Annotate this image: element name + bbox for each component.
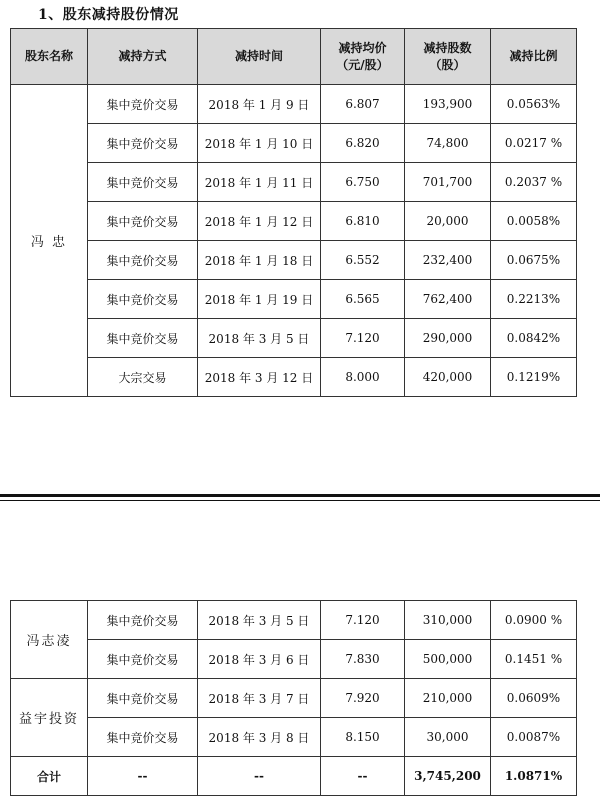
- ratio-cell: 0.0058%: [491, 202, 577, 241]
- price-cell: 6.810: [321, 202, 405, 241]
- reduction-table-page2: [10, 600, 577, 796]
- header-time: 减持时间: [198, 29, 321, 85]
- page-break-rule: [0, 494, 600, 497]
- shares-cell: 30,000: [405, 718, 491, 757]
- time-cell: 2018 年 3 月 5 日: [198, 601, 321, 640]
- table-row: [11, 241, 577, 280]
- shares-cell: 701,700: [405, 163, 491, 202]
- method-cell: 集中竞价交易: [88, 85, 198, 124]
- table-row: [11, 601, 577, 640]
- shares-cell: 310,000: [405, 601, 491, 640]
- time-cell: 2018 年 1 月 19 日: [198, 280, 321, 319]
- ratio-cell: 0.2213%: [491, 280, 577, 319]
- header-price-line1: 减持均价: [338, 40, 387, 55]
- table-row: [11, 718, 577, 757]
- price-cell: 6.565: [321, 280, 405, 319]
- method-cell: 集中竞价交易: [88, 124, 198, 163]
- header-shares-line1: 减持股数: [423, 40, 472, 55]
- total-price: --: [321, 757, 405, 796]
- ratio-cell: 0.0900 %: [491, 601, 577, 640]
- price-cell: 8.150: [321, 718, 405, 757]
- header-price-line2: （元/股）: [336, 57, 389, 72]
- method-cell: 集中竞价交易: [88, 718, 198, 757]
- table-row: [11, 640, 577, 679]
- price-cell: 7.920: [321, 679, 405, 718]
- method-cell: 集中竞价交易: [88, 319, 198, 358]
- price-cell: 6.750: [321, 163, 405, 202]
- holder-name-cell: 益宇投资: [11, 679, 88, 757]
- method-cell: 集中竞价交易: [88, 241, 198, 280]
- table-row: [11, 280, 577, 319]
- ratio-cell: 0.0609%: [491, 679, 577, 718]
- time-cell: 2018 年 1 月 18 日: [198, 241, 321, 280]
- header-method: 减持方式: [88, 29, 198, 85]
- price-cell: 7.830: [321, 640, 405, 679]
- reduction-table-page1: [10, 28, 577, 397]
- shares-cell: 290,000: [405, 319, 491, 358]
- ratio-cell: 0.0563%: [491, 85, 577, 124]
- shares-cell: 500,000: [405, 640, 491, 679]
- time-cell: 2018 年 1 月 11 日: [198, 163, 321, 202]
- price-cell: 8.000: [321, 358, 405, 397]
- method-cell: 集中竞价交易: [88, 280, 198, 319]
- method-cell: 大宗交易: [88, 358, 198, 397]
- total-shares: 3,745,200: [405, 757, 491, 796]
- header-price: [321, 29, 405, 85]
- header-ratio: 减持比例: [491, 29, 577, 85]
- ratio-cell: 0.0087%: [491, 718, 577, 757]
- time-cell: 2018 年 3 月 8 日: [198, 718, 321, 757]
- ratio-cell: 0.0675%: [491, 241, 577, 280]
- table-header-row: [11, 29, 577, 85]
- method-cell: 集中竞价交易: [88, 640, 198, 679]
- ratio-cell: 0.2037 %: [491, 163, 577, 202]
- time-cell: 2018 年 3 月 7 日: [198, 679, 321, 718]
- shares-cell: 762,400: [405, 280, 491, 319]
- table-row: [11, 85, 577, 124]
- ratio-cell: 0.1219%: [491, 358, 577, 397]
- table-row: [11, 319, 577, 358]
- header-shares-line2: （股）: [429, 57, 466, 72]
- holder-name-cell: 冯志凌: [11, 601, 88, 679]
- shares-cell: 193,900: [405, 85, 491, 124]
- method-cell: 集中竞价交易: [88, 163, 198, 202]
- price-cell: 6.807: [321, 85, 405, 124]
- table-row: [11, 679, 577, 718]
- header-shares: [405, 29, 491, 85]
- method-cell: 集中竞价交易: [88, 202, 198, 241]
- table-row: [11, 358, 577, 397]
- table-row: [11, 124, 577, 163]
- shares-cell: 210,000: [405, 679, 491, 718]
- time-cell: 2018 年 1 月 12 日: [198, 202, 321, 241]
- ratio-cell: 0.1451 %: [491, 640, 577, 679]
- section-title: 1、股东减持股份情况: [38, 7, 179, 23]
- time-cell: 2018 年 1 月 9 日: [198, 85, 321, 124]
- time-cell: 2018 年 3 月 5 日: [198, 319, 321, 358]
- table-row: [11, 202, 577, 241]
- page-break-rule-thin: [0, 500, 600, 501]
- total-label: 合计: [11, 757, 88, 796]
- method-cell: 集中竞价交易: [88, 679, 198, 718]
- time-cell: 2018 年 1 月 10 日: [198, 124, 321, 163]
- shares-cell: 20,000: [405, 202, 491, 241]
- holder-name-cell: 冯 忠: [11, 85, 88, 397]
- price-cell: 6.820: [321, 124, 405, 163]
- shares-cell: 420,000: [405, 358, 491, 397]
- price-cell: 7.120: [321, 601, 405, 640]
- ratio-cell: 0.0842%: [491, 319, 577, 358]
- total-row: [11, 757, 577, 796]
- shares-cell: 232,400: [405, 241, 491, 280]
- total-ratio: 1.0871%: [491, 757, 577, 796]
- time-cell: 2018 年 3 月 6 日: [198, 640, 321, 679]
- time-cell: 2018 年 3 月 12 日: [198, 358, 321, 397]
- price-cell: 7.120: [321, 319, 405, 358]
- shares-cell: 74,800: [405, 124, 491, 163]
- ratio-cell: 0.0217 %: [491, 124, 577, 163]
- price-cell: 6.552: [321, 241, 405, 280]
- header-holder: 股东名称: [11, 29, 88, 85]
- total-time: --: [198, 757, 321, 796]
- method-cell: 集中竞价交易: [88, 601, 198, 640]
- total-method: --: [88, 757, 198, 796]
- table-row: [11, 163, 577, 202]
